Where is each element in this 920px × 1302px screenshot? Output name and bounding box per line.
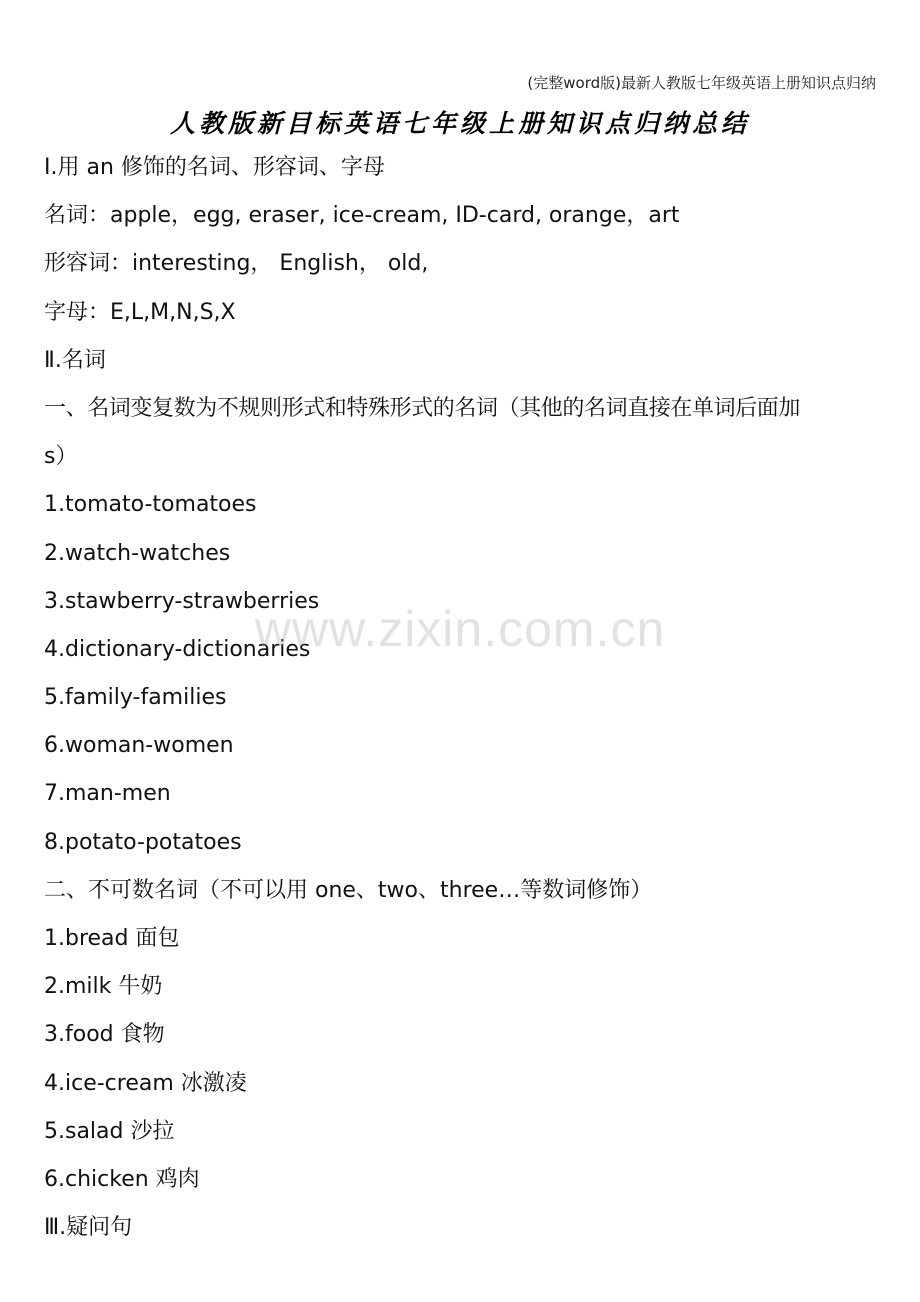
section-heading-nouns: Ⅱ.名词 [44,347,106,373]
list-item: 6.chicken 鸡肉 [44,1166,200,1192]
list-item: 2.milk 牛奶 [44,974,163,1000]
running-header: (完整word版)最新人教版七年级英语上册知识点归纳 [527,74,876,92]
list-item: 3.stawberry-strawberries [44,588,320,614]
list-item: 2.watch-watches [44,540,231,566]
watermark: www.zixin.com.cn [254,601,666,657]
section-heading-an-modified: Ⅰ.用 an 修饰的名词、形容词、字母 [44,155,385,180]
document-title: 人教版新目标英语七年级上册知识点归纳总结 [169,109,750,138]
adjectives-line: 形容词：interesting， English， old, [44,251,429,277]
list-item: 1.bread 面包 [44,926,180,951]
document-body [44,144,882,1252]
subheading-irregular-plurals: 一、名词变复数为不规则形式和特殊形式的名词（其他的名词直接在单词后面加 [44,395,801,421]
list-item: 4.dictionary-dictionaries [44,636,311,662]
list-item: 4.ice-cream 冰激凌 [44,1070,247,1096]
subheading-irregular-plurals-continued: s） [44,444,78,470]
list-item: 7.man-men [44,781,171,807]
nouns-line: 名词：apple，egg, eraser, ice-cream, ID-card, orange，art [44,203,680,229]
list-item: 5.family-families [44,685,227,711]
list-item: 1.tomato-tomatoes [44,492,257,518]
letters-line: 字母：E,L,M,N,S,X [44,299,236,325]
list-item: 8.potato-potatoes [44,829,242,855]
list-item: 5.salad 沙拉 [44,1118,175,1144]
section-heading-questions: Ⅲ.疑问句 [44,1215,133,1241]
subheading-uncountable-nouns: 二、不可数名词（不可以用 one、two、three…等数词修饰） [44,877,653,903]
list-item: 6.woman-women [44,733,234,759]
list-item: 3.food 食物 [44,1022,165,1048]
